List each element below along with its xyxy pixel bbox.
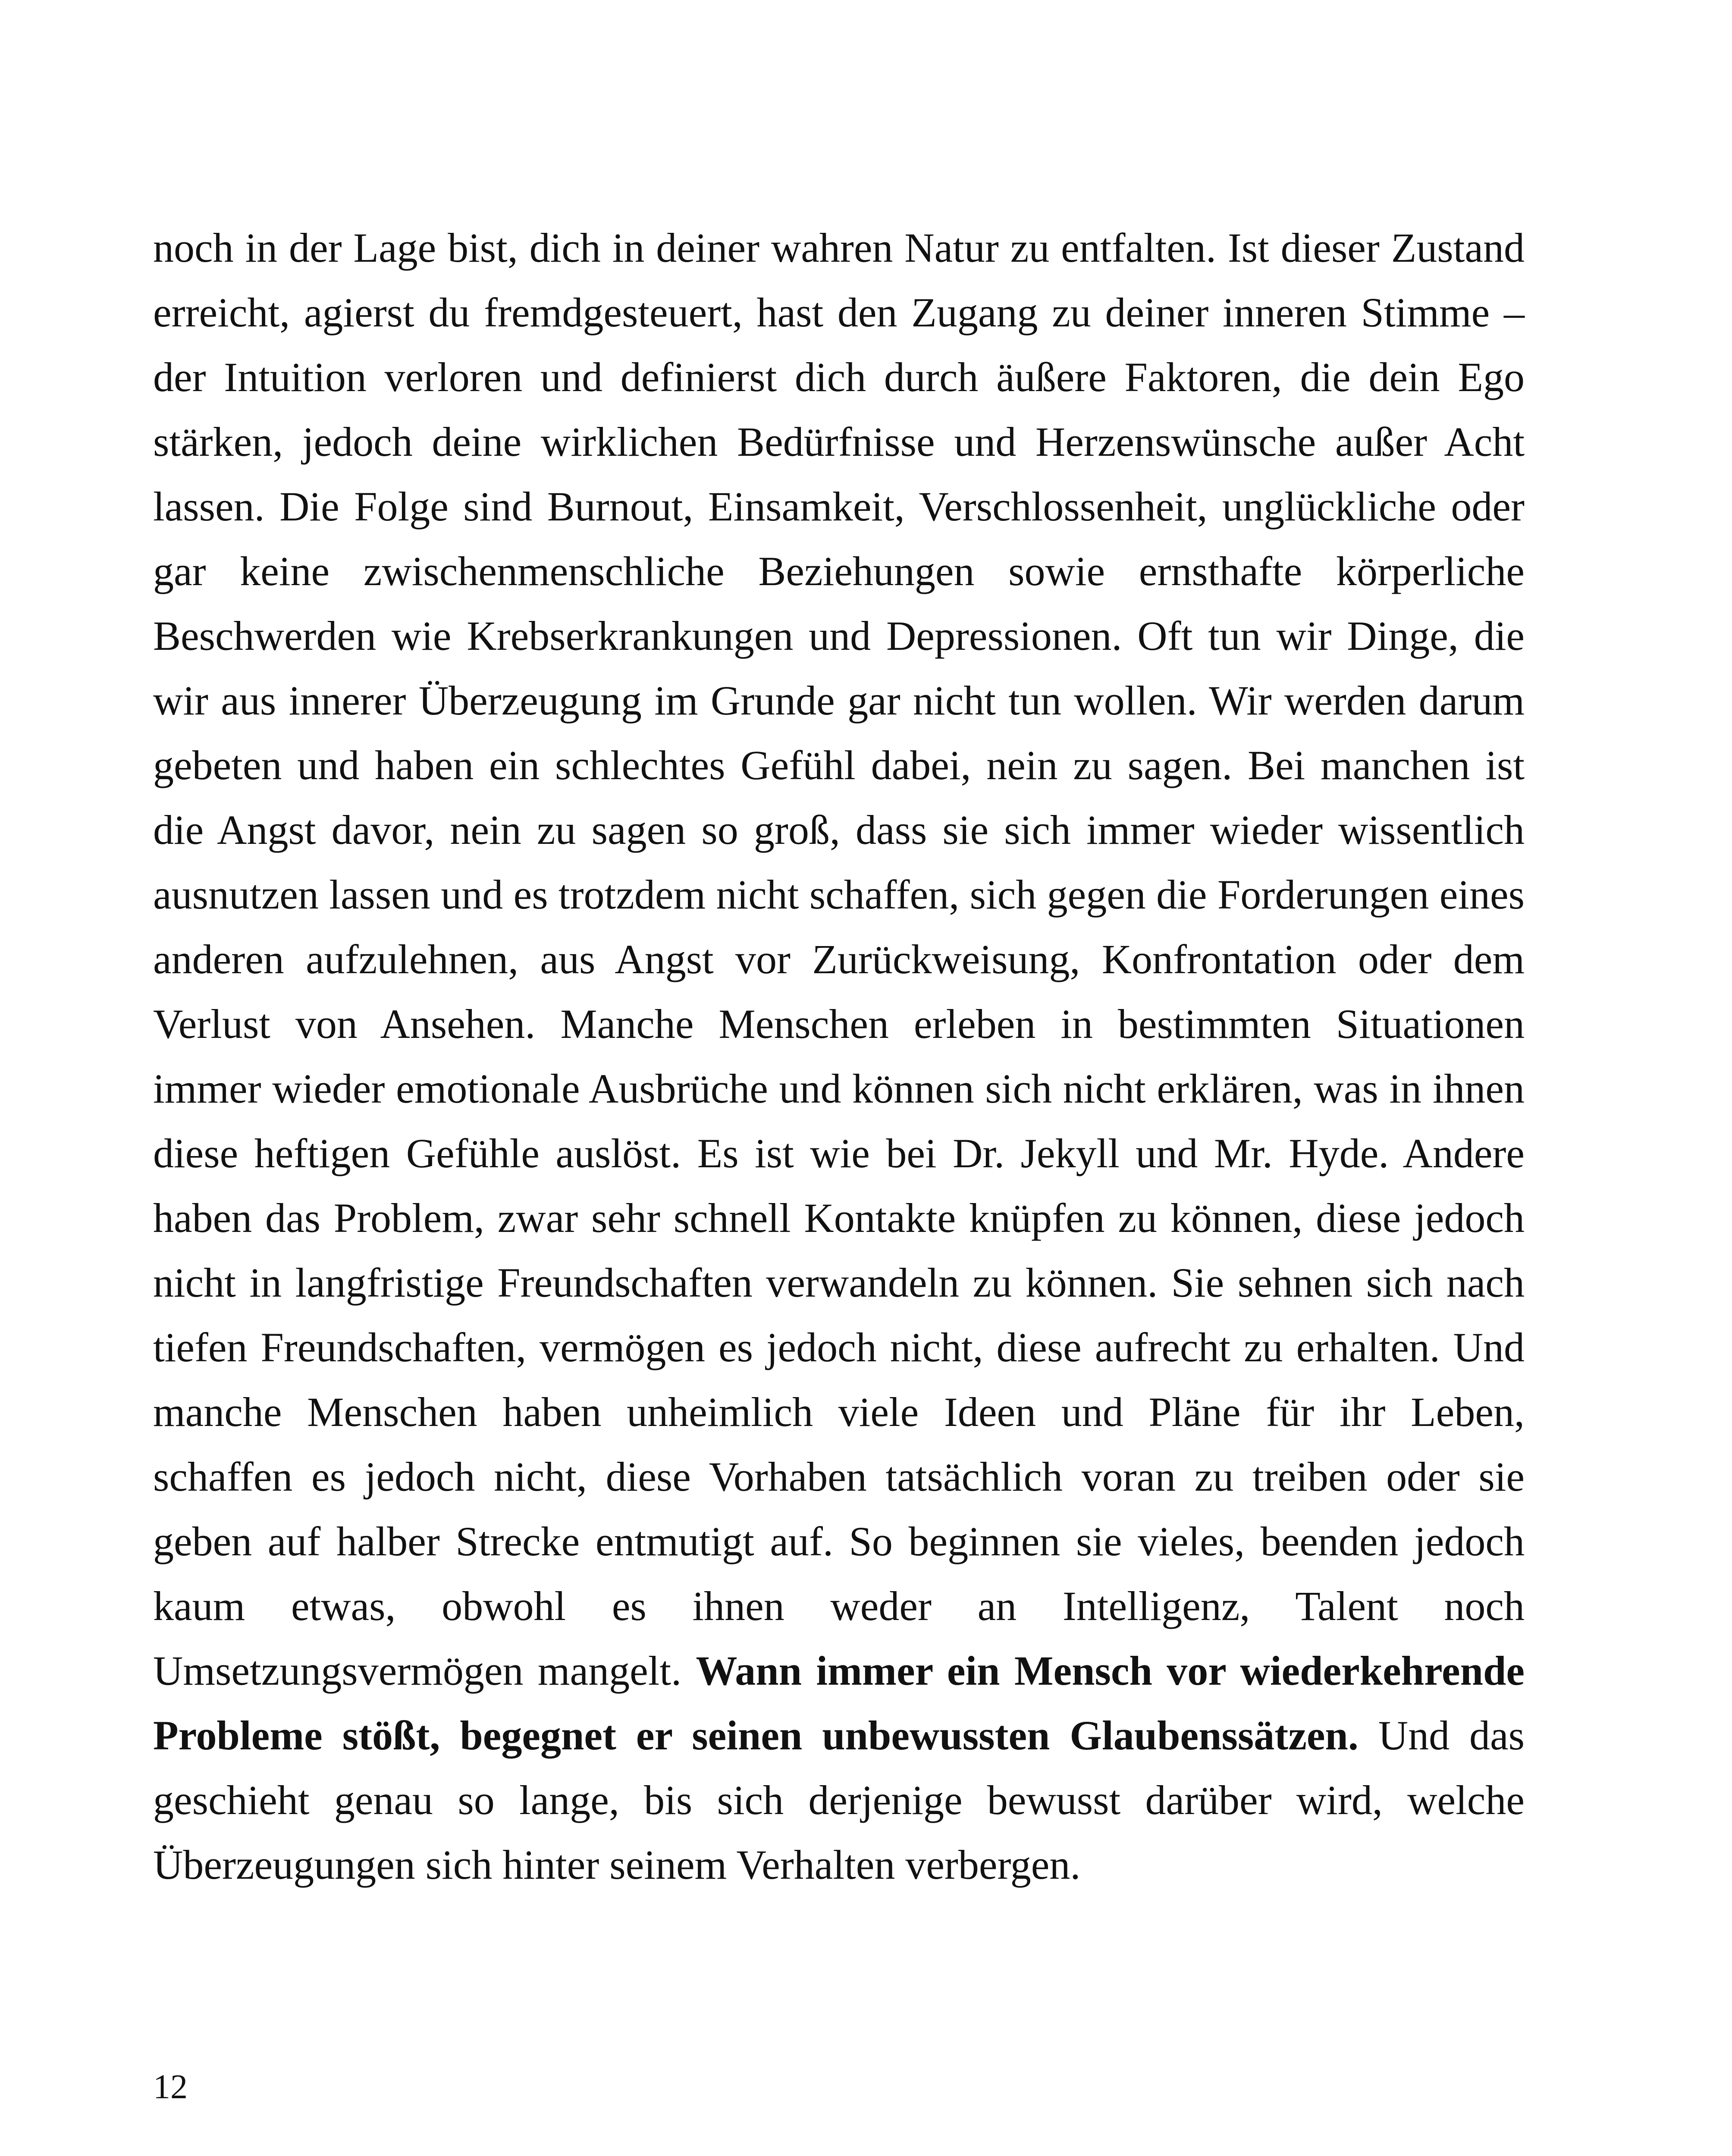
page-number: 12 — [153, 2068, 188, 2106]
body-paragraph — [153, 216, 1525, 1897]
paragraph-text-before: noch in der Lage bist, dich in deiner wahren Natur zu entfalten. Ist dieser Zustand erreicht, agierst du fremdgesteuert, hast den Zugang zu deiner inneren Stimme – der Intuition verloren und definierst dich durch äußere Faktoren, die dein Ego stärken, jedoch deine wirklichen Bedürfnisse und Herzenswünsche außer Acht lassen. Die Folge sind Burnout, Einsamkeit, Verschlossenheit, unglückliche oder gar keine zwischenmenschliche Beziehungen sowie ernsthafte körperliche Beschwerden wie Krebserkrankungen und Depressionen. Oft tun wir Dinge, die wir aus innerer Überzeugung im Grunde gar nicht tun wollen. Wir werden darum gebeten und haben ein schlechtes Gefühl dabei, nein zu sagen. Bei manchen ist die Angst davor, nein zu sagen so groß, dass sie sich immer wieder wissentlich ausnutzen lassen und es trotzdem nicht schaffen, sich gegen die Forderungen eines anderen aufzulehnen, aus Angst vor Zurückweisung, Konfrontation oder dem Verlust von Ansehen. Manche Menschen erleben in bestimmten Situationen immer wieder emotionale Ausbrüche und können sich nicht erklären, was in ihnen diese heftigen Gefühle auslöst. Es ist wie bei Dr. Jekyll und Mr. Hyde. Andere haben das Problem, zwar sehr schnell Kontakte knüpfen zu können, diese jedoch nicht in langfristige Freundschaften verwandeln zu können. Sie sehnen sich nach tiefen Freundschaften, vermögen es jedoch nicht, diese aufrecht zu erhalten. Und manche Menschen haben unheimlich viele Ideen und Pläne für ihr Leben, schaffen es jedoch nicht, diese Vorhaben tatsächlich voran zu treiben oder sie geben auf halber Strecke entmutigt auf. So beginnen sie vieles, beenden jedoch kaum etwas, obwohl es ihnen weder an Intelligenz, Talent noch Umsetzungsvermögen mangelt. — [153, 225, 1525, 1694]
paragraph-bold-sentence: Wann immer ein Mensch vor wiederkehrende Probleme stößt, begegnet er seinen unbewussten Glaubenssätzen. — [153, 1648, 1525, 1758]
paragraph-text-after: Und das geschieht genau so lange, bis sich derjenige bewusst darüber wird, welche Überzeugungen sich hinter seinem Verhalten verbergen. — [153, 1712, 1525, 1888]
